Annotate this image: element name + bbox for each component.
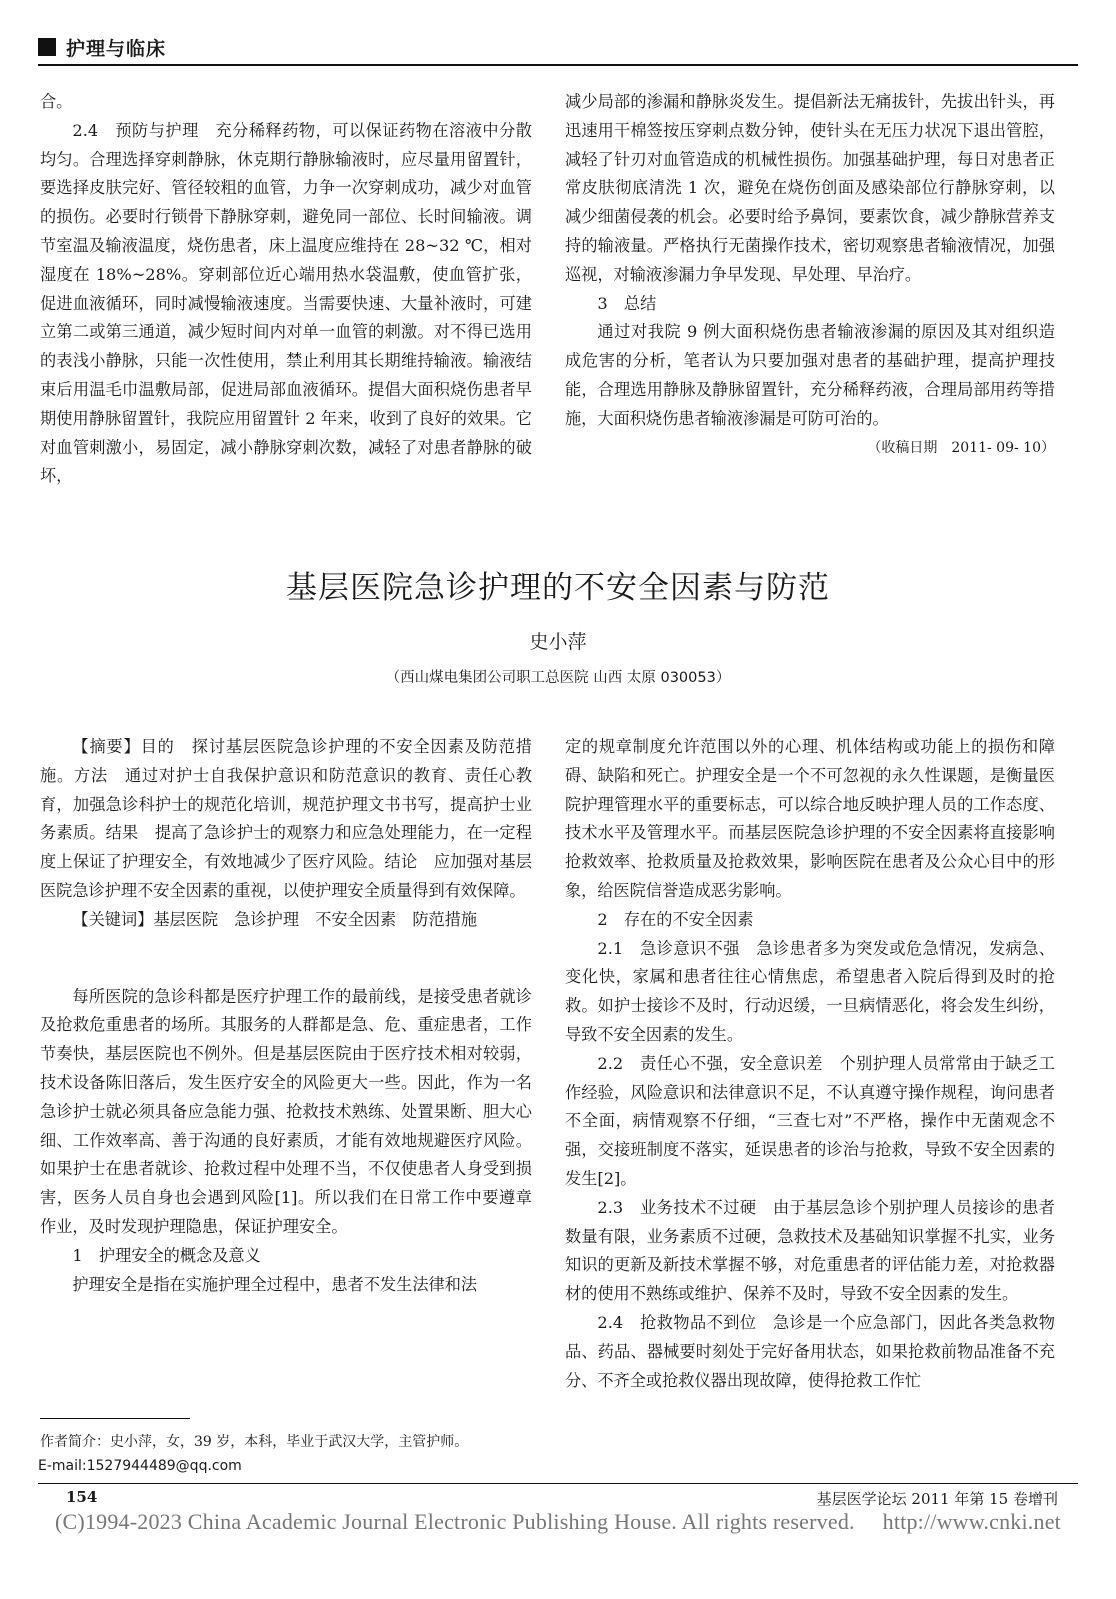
previous-article-left-column xyxy=(40,88,532,491)
author-footnote xyxy=(40,1430,540,1478)
header-square-icon xyxy=(38,38,56,56)
footnote-divider xyxy=(40,1418,190,1419)
paragraph: 定的规章制度允许范围以外的心理、机体结构或功能上的损伤和障碍、缺陷和死亡。护理安全是一个不可忽视的永久性课题，是衡量医院护理管理水平的重要标志，可以综合地反映护理人员的工作态度、技术水平及管理水平。而基层医院急诊护理的不安全因素将直接影响抢救效率、抢救质量及抢救效果，影响医院在患者及公众心目中的形象，给医院信誉造成恶劣影响。 xyxy=(565,737,1055,900)
article-affiliation: （西山煤电集团公司职工总医院 山西 太原 030053） xyxy=(385,670,731,686)
paragraph: 2 存在的不安全因素 xyxy=(597,909,754,929)
paragraph: 2.4 抢救物品不到位 急诊是一个应急部门，因此各类急救物品、药品、器械要时刻处于完好备用状态，如果抢救前物品准备不充分、不齐全或抢救仪器出现故障，使得抢救工作忙 xyxy=(565,1312,1055,1390)
paragraph: 2.4 预防与护理 充分稀释药物，可以保证药物在溶液中分散均匀。合理选择穿刺静脉，休克期行静脉输液时，应尽量用留置针，要选择皮肤完好、管径较粗的血管，力争一次穿刺成功，减少对血管的损伤。必要时行锁骨下静脉穿刺，避免同一部位、长时间输液。调节室温及输液温度，烧伤患者，床上温度应维持在 28~32 ℃，相对湿度在 18%~28%。穿刺部位近心端用热水袋温敷，使血管扩张，促进血液循环，同时减慢输液速度。当需要快速、大量补液时，可建立第二或第三通道，减少短时间内对单一血管的刺激。对不得已选用的表浅小静脉，只能一次性使用，禁止利用其长期维持输液。输液结束后用温毛巾温敷局部，促进局部血液循环。提倡大面积烧伤患者早期使用静脉留置针，我院应用留置针 2 年来，收到了良好的效果。它对血管刺激小，易固定，减小静脉穿刺次数，减轻了对患者静脉的破坏， xyxy=(40,120,532,486)
article-title: 基层医院急诊护理的不安全因素与防范 xyxy=(286,570,830,606)
previous-article-right-column xyxy=(565,88,1055,462)
received-date: （收稿日期 2011- 09- 10） xyxy=(867,439,1055,456)
paragraph-spacer xyxy=(40,935,532,983)
paragraph: 2.1 急诊意识不强 急诊患者多为突发或危急情况，发病急、变化快，家属和患者往往心情焦虑，希望患者入院后得到及时的抢救。如护士接诊不及时，行动迟缓，一旦病情恶化，将会发生纠纷，导致不安全因素的发生。 xyxy=(565,938,1055,1044)
footer-divider xyxy=(38,1483,1078,1484)
section-title: 护理与临床 xyxy=(66,38,167,60)
paragraph: 合。 xyxy=(40,92,73,111)
article-left-column xyxy=(40,733,532,1299)
page-number: 154 xyxy=(66,1488,98,1506)
article-right-column xyxy=(565,733,1055,1395)
journal-name: 基层医学论坛 2011 年第 15 卷增刊 xyxy=(816,1490,1058,1508)
article-author: 史小萍 xyxy=(529,631,587,653)
paragraph: 2.2 责任心不强，安全意识差 个别护理人员常常由于缺乏工作经验，风险意识和法律意识不足，不认真遵守操作规程，询问患者不全面，病情观察不仔细，“三查七对”不严格，操作中无菌观念不强，交接班制度不落实，延误患者的诊治与抢救，导致不安全因素的发生[2]。 xyxy=(565,1053,1055,1188)
paragraph: 1 护理安全的概念及意义 xyxy=(72,1245,261,1265)
running-header xyxy=(38,34,1078,64)
paragraph: 2.3 业务技术不过硬 由于基层急诊个别护理人员接诊的患者数量有限，业务素质不过硬，急救技术及基础知识掌握不扎实，业务知识的更新及新技术掌握不够，对危重患者的评估能力差，对抢救器材的使用不熟练或维护、保养不及时，导致不安全因素的发生。 xyxy=(565,1197,1055,1304)
paragraph: 减少局部的渗漏和静脉炎发生。提倡新法无痛拔针，先拔出针头，再迅速用干棉签按压穿刺点数分钟，使针头在无压力状况下退出管腔，减轻了针刃对血管造成的机械性损伤。加强基础护理，每日对患者正常皮肤彻底清洗 1 次，避免在烧伤创面及感染部位行静脉穿刺，以减少细菌侵袭的机会。必要时给予鼻饲，要素饮食，减少静脉营养支持的输液量。严格执行无菌操作技术，密切观察患者输液情况，加强巡视，对输液渗漏力争早发现、早处理、早治疗。 xyxy=(565,92,1055,284)
paragraph: 通过对我院 9 例大面积烧伤患者输液渗漏的原因及其对组织造成危害的分析，笔者认为只要加强对患者的基础护理，提高护理技能，合理选用静脉及静脉留置针，充分稀释药液，合理局部用药等措施，大面积烧伤患者输液渗漏是可防可治的。 xyxy=(565,322,1055,428)
author-email: E-mail:1527944489@qq.com xyxy=(38,1458,242,1474)
copyright-line: (C)1994-2023 China Academic Journal Electronic Publishing House. All rights reserved. http://www.cnki.net xyxy=(55,1509,1061,1534)
paragraph: 3 总结 xyxy=(597,293,657,313)
paragraph: 每所医院的急诊科都是医疗护理工作的最前线，是接受患者就诊及抢救危重患者的场所。其服务的人群都是急、危、重症患者，工作节奏快，基层医院也不例外。但是基层医院由于医疗技术相对较弱，技术设备陈旧落后，发生医疗安全的风险更大一些。因此，作为一名急诊护士就必须具备应急能力强、抢救技术熟练、处置果断、胆大心细、工作效率高、善于沟通的良好素质，才能有效地规避医疗风险。如果护士在患者就诊、抢救过程中处理不当，不仅使患者人身受到损害，医务人员自身也会遇到风险[1]。所以我们在日常工作中要遵章作业，及时发现护理隐患，保证护理安全。 xyxy=(40,986,532,1236)
header-divider xyxy=(38,64,1078,66)
paragraph: 【关键词】基层医院 急诊护理 不安全因素 防范措施 xyxy=(72,909,478,929)
author-bio: 作者简介：史小萍，女，39 岁，本科，毕业于武汉大学，主管护师。 xyxy=(40,1434,469,1450)
paragraph: 【摘要】目的 探讨基层医院急诊护理的不安全因素及防范措施。方法 通过对护士自我保护意识和防范意识的教育、责任心教育，加强急诊科护士的规范化培训，规范护理文书书写，提高护士业务素质。结果 提高了急诊护士的观察力和应急处理能力，在一定程度上保证了护理安全，有效地减少了医疗风险。结论 应加强对基层医院急诊护理不安全因素的重视，以使护理安全质量得到有效保障。 xyxy=(40,737,532,900)
paragraph: 护理安全是指在实施护理全过程中，患者不发生法律和法 xyxy=(72,1274,478,1294)
article-title-block xyxy=(0,562,1116,687)
